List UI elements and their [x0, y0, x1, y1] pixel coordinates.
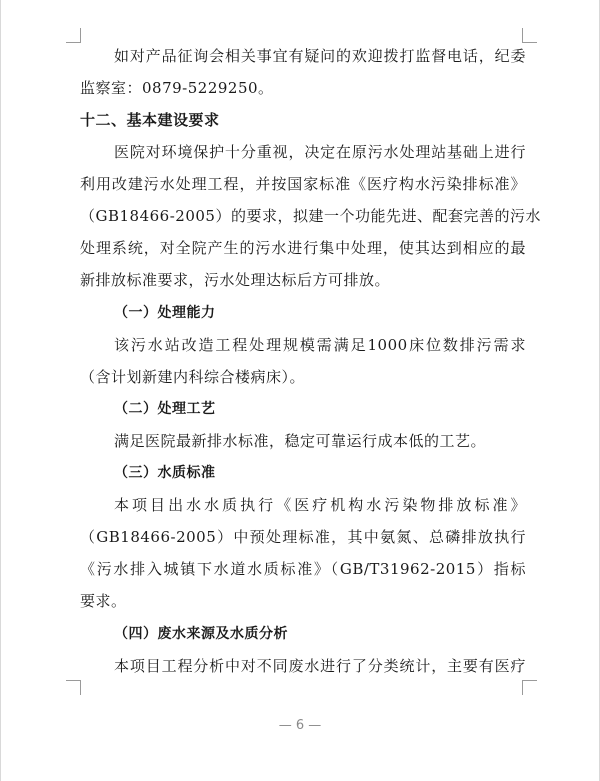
- crop-mark-bottom-left: [66, 680, 81, 695]
- paragraph-line: 如对产品征询会相关事宜有疑问的欢迎拨打监督电话，纪委: [114, 47, 526, 65]
- crop-mark-bottom-right: [522, 680, 537, 695]
- paragraph-line: 监察室：0879-5229250。: [80, 79, 274, 97]
- paragraph-line: 《污水排入城镇下水道水质标准》（GB/T31962-2015）指标: [80, 560, 526, 578]
- sub-heading: （三）水质标准: [114, 465, 216, 481]
- paragraph-line: （含计划新建内科综合楼病床）。: [80, 368, 306, 386]
- crop-mark-top-right: [522, 28, 537, 43]
- crop-mark-top-left: [66, 28, 81, 43]
- paragraph-line: 要求。: [80, 592, 127, 610]
- paragraph-line: 处理系统，对全院产生的污水进行集中处理，使其达到相应的最: [80, 239, 526, 257]
- page-number: — 6 —: [278, 718, 322, 733]
- paragraph-line: 医院对环境保护十分重视，决定在原污水处理站基础上进行: [114, 143, 526, 161]
- paragraph-line: 该污水站改造工程处理规模需满足1000床位数排污需求: [114, 336, 526, 354]
- paragraph-line: 本项目出水水质执行《医疗机构水污染物排放标准》: [114, 496, 526, 514]
- sub-heading: （四）废水来源及水质分析: [114, 626, 288, 642]
- paragraph-line: 利用改建污水处理工程，并按国家标准《医疗构水污染排标准》: [80, 175, 526, 193]
- sub-heading: （一）处理能力: [114, 305, 216, 321]
- paragraph-line: （GB18466-2005）的要求，拟建一个功能先进、配套完善的污水: [80, 207, 541, 225]
- paragraph-line: （GB18466-2005）中预处理标准，其中氨氮、总磷排放执行: [80, 528, 526, 546]
- paragraph-line: 本项目工程分析中对不同废水进行了分类统计，主要有医疗: [114, 657, 526, 675]
- paragraph-line: 新排放标准要求，污水处理达标后方可排放。: [80, 271, 391, 289]
- sub-heading: （二）处理工艺: [114, 401, 216, 417]
- section-heading: 十二、基本建设要求: [80, 111, 220, 129]
- paragraph-line: 满足医院最新排水标准，稳定可靠运行成本低的工艺。: [114, 432, 487, 450]
